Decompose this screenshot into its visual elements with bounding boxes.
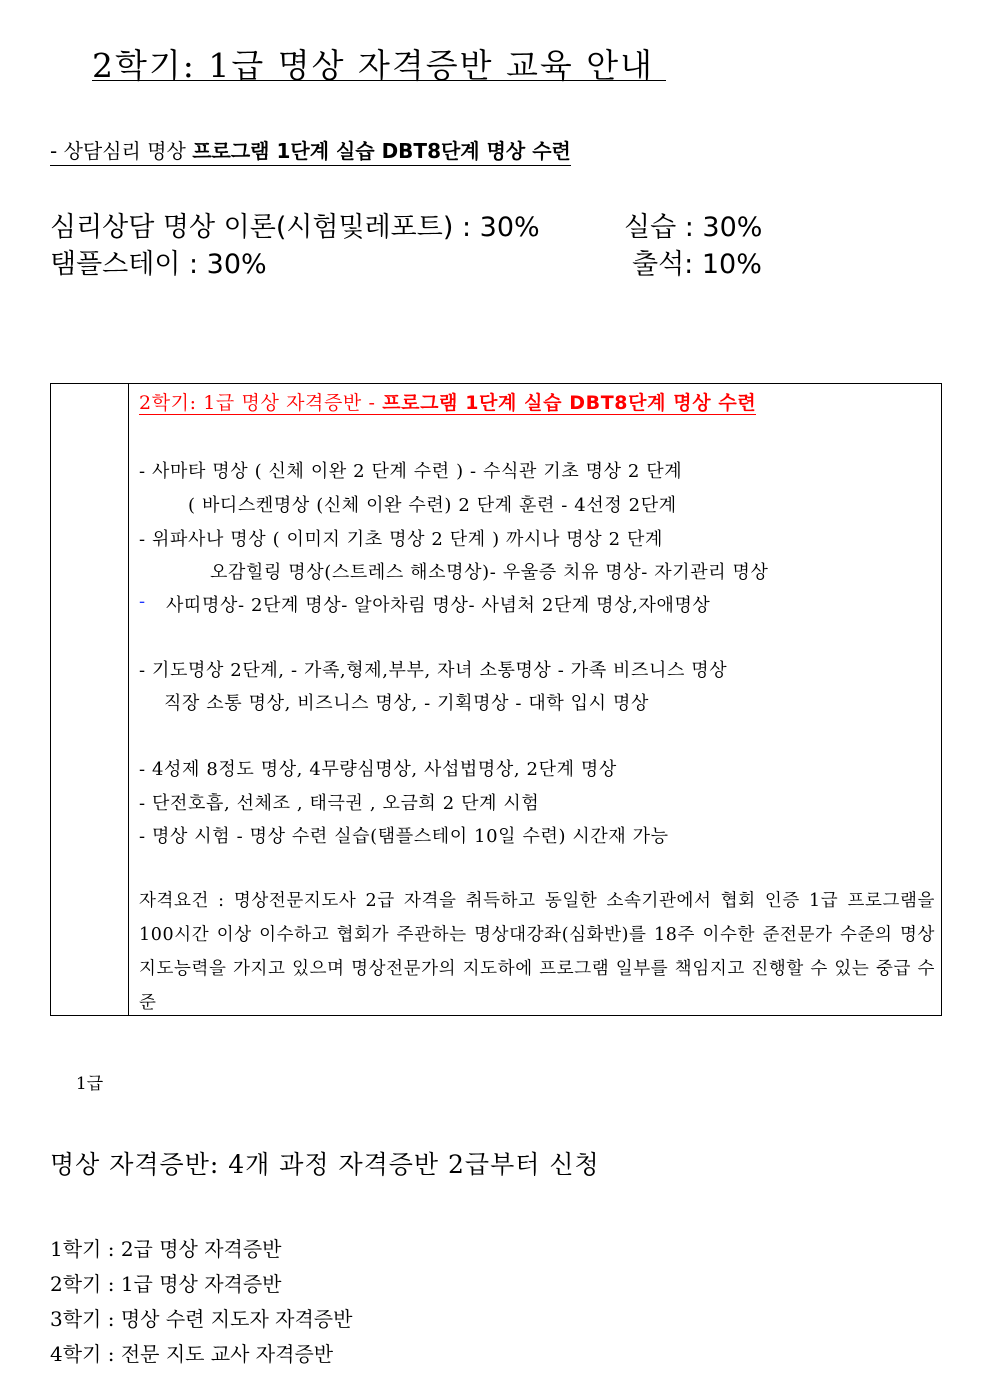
curriculum-line: ( 바디스켄명상 (신체 이완 수련) 2 단계 훈련 - 4선정 2단계 bbox=[188, 495, 677, 516]
curriculum-line: 사띠명상- 2단계 명상- 알아차림 명상- 사념처 2단계 명상,자애명상 bbox=[166, 595, 711, 616]
term-item: 1학기 : 2급 명상 자격증반 bbox=[50, 1237, 282, 1261]
title-underline bbox=[92, 80, 666, 81]
curriculum-line: 오감힐링 명상(스트레스 해소명상)- 우울증 치유 명상- 자기관리 명상 bbox=[210, 562, 769, 583]
term-item: 2학기 : 1급 명상 자격증반 bbox=[50, 1272, 282, 1296]
table-column-divider bbox=[128, 384, 129, 1015]
program-subtitle bbox=[50, 135, 571, 166]
curriculum-line: 직장 소통 명상, 비즈니스 명상, - 기획명상 - 대학 입시 명상 bbox=[164, 693, 649, 714]
term-item: 3학기 : 명상 수련 지도자 자격증반 bbox=[50, 1307, 353, 1331]
table-header-underlined bbox=[139, 392, 756, 415]
curriculum-line: - 사마타 명상 ( 신체 이완 2 단계 수련 ) - 수식관 기초 명상 2 단계 bbox=[139, 461, 683, 482]
weight-attendance: 출석: 10% bbox=[632, 249, 762, 280]
weight-theory: 심리상담 명상 이론(시험및레포트) : 30% bbox=[50, 212, 540, 243]
page-title: 2학기: 1급 명상 자격증반 교육 안내 bbox=[92, 46, 654, 85]
subtitle-bold: 프로그램 1단계 실습 DBT8단계 명상 수련 bbox=[192, 139, 571, 163]
weight-templestay: 탬플스테이 : 30% bbox=[50, 249, 267, 280]
table-header bbox=[139, 388, 756, 415]
term-item: 4학기 : 전문 지도 교사 자격증반 bbox=[50, 1342, 334, 1366]
table-header-bold: 프로그램 1단계 실습 DBT8단계 명상 수련 bbox=[382, 392, 757, 414]
grade-cell: 1급 bbox=[75, 1074, 104, 1094]
courses-heading: 명상 자격증반: 4개 과정 자격증반 2급부터 신청 bbox=[50, 1150, 600, 1179]
curriculum-line: - 명상 시험 - 명상 수련 실습(탬플스테이 10일 수련) 시간재 가능 bbox=[139, 826, 669, 847]
curriculum-line: - 단전호흡, 선체조 , 태극권 , 오금희 2 단계 시험 bbox=[139, 793, 540, 814]
curriculum-line: - 기도명상 2단계, - 가족,형제,부부, 자녀 소통명상 - 가족 비즈니스 명상 bbox=[139, 660, 728, 681]
qualification-requirement: 자격요건 : 명상전문지도사 2급 자격을 취득하고 동일한 소속기관에서 협회 인증 1급 프로그램을 100시간 이상 이수하고 협회가 주관하는 명상대강좌(심화반)를 18주 이수한 준전문가 수준의 명상 지도능력을 가지고 있으며 명상전문가의 지도하에 프로그램 일부를 책임지고 진행할 수 있는 중급 수준 bbox=[139, 891, 935, 1013]
curriculum-dash-blue: - bbox=[139, 591, 146, 612]
curriculum-line: - 4성제 8정도 명상, 4무량심명상, 사섭법명상, 2단계 명상 bbox=[139, 759, 617, 780]
curriculum-line: - 위파사나 명상 ( 이미지 기초 명상 2 단계 ) 까시나 명상 2 단계 bbox=[139, 529, 663, 550]
subtitle-prefix: - 상담심리 명상 bbox=[50, 139, 193, 163]
table-header-prefix: 2학기: 1급 명상 자격증반 - bbox=[139, 392, 383, 414]
weight-practice: 실습 : 30% bbox=[624, 212, 763, 243]
